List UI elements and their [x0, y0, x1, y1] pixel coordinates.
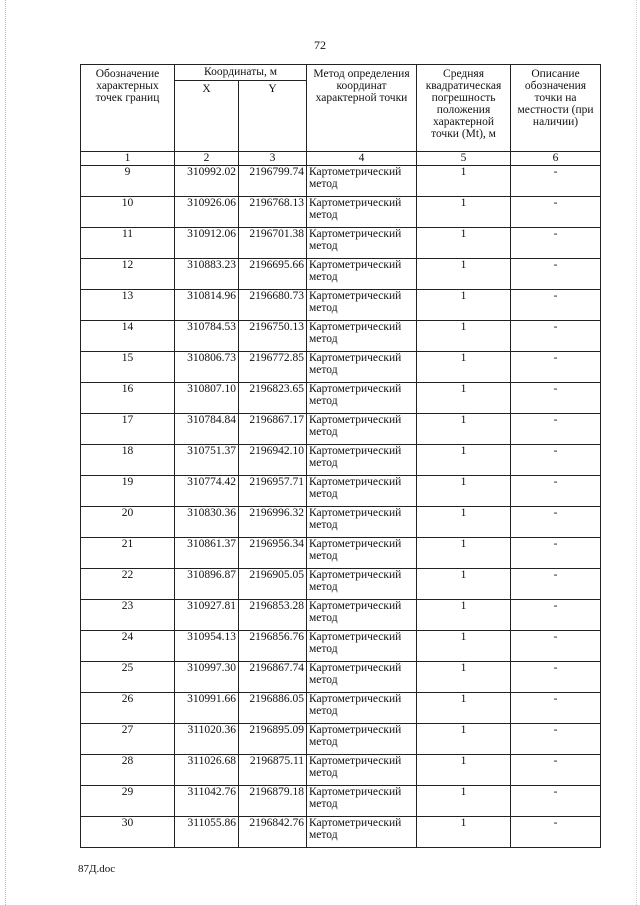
table-row	[81, 166, 601, 197]
header-method: Метод определения координат характерной точки	[307, 65, 417, 152]
cell-x: 310751.37	[175, 445, 239, 476]
cell-description: -	[511, 538, 601, 569]
cell-point: 19	[81, 476, 175, 507]
cell-x: 310927.81	[175, 600, 239, 631]
cell-method: Картометрический метод	[307, 693, 417, 724]
column-number: 1	[81, 152, 175, 166]
cell-point: 14	[81, 321, 175, 352]
cell-y: 2196867.74	[239, 662, 307, 693]
cell-description: -	[511, 817, 601, 848]
cell-description: -	[511, 259, 601, 290]
cell-point: 25	[81, 662, 175, 693]
cell-point: 15	[81, 352, 175, 383]
table-row	[81, 228, 601, 259]
cell-error: 1	[417, 569, 511, 600]
table-row	[81, 507, 601, 538]
cell-description: -	[511, 631, 601, 662]
cell-method: Картометрический метод	[307, 631, 417, 662]
table-header	[81, 65, 601, 166]
cell-error: 1	[417, 786, 511, 817]
cell-y: 2196886.05	[239, 693, 307, 724]
table-row	[81, 755, 601, 786]
page-number: 72	[314, 38, 326, 52]
cell-error: 1	[417, 445, 511, 476]
cell-description: -	[511, 197, 601, 228]
cell-y: 2196879.18	[239, 786, 307, 817]
cell-description: -	[511, 755, 601, 786]
cell-x: 310991.66	[175, 693, 239, 724]
header-description: Описание обозначения точки на местности (при наличии)	[511, 65, 601, 152]
cell-description: -	[511, 352, 601, 383]
table-row	[81, 786, 601, 817]
cell-y: 2196680.73	[239, 290, 307, 321]
cell-point: 20	[81, 507, 175, 538]
cell-method: Картометрический метод	[307, 414, 417, 445]
cell-x: 310830.36	[175, 507, 239, 538]
cell-point: 24	[81, 631, 175, 662]
cell-description: -	[511, 476, 601, 507]
cell-description: -	[511, 228, 601, 259]
cell-x: 310784.53	[175, 321, 239, 352]
table-row	[81, 414, 601, 445]
cell-error: 1	[417, 290, 511, 321]
cell-method: Картометрический метод	[307, 228, 417, 259]
cell-description: -	[511, 724, 601, 755]
header-coordinates: Координаты, м	[175, 65, 307, 81]
cell-point: 30	[81, 817, 175, 848]
cell-x: 310997.30	[175, 662, 239, 693]
cell-description: -	[511, 414, 601, 445]
cell-description: -	[511, 290, 601, 321]
table-body	[81, 166, 601, 848]
cell-method: Картометрический метод	[307, 724, 417, 755]
cell-error: 1	[417, 507, 511, 538]
cell-y: 2196956.34	[239, 538, 307, 569]
cell-point: 27	[81, 724, 175, 755]
cell-method: Картометрический метод	[307, 445, 417, 476]
cell-x: 310883.23	[175, 259, 239, 290]
cell-description: -	[511, 507, 601, 538]
cell-point: 11	[81, 228, 175, 259]
cell-y: 2196768.13	[239, 197, 307, 228]
cell-error: 1	[417, 476, 511, 507]
table-row	[81, 538, 601, 569]
cell-y: 2196875.11	[239, 755, 307, 786]
table-row	[81, 724, 601, 755]
cell-method: Картометрический метод	[307, 476, 417, 507]
column-number: 2	[175, 152, 239, 166]
cell-x: 310807.10	[175, 383, 239, 414]
cell-description: -	[511, 786, 601, 817]
header-x: X	[175, 81, 239, 152]
cell-description: -	[511, 693, 601, 724]
cell-point: 9	[81, 166, 175, 197]
cell-error: 1	[417, 321, 511, 352]
cell-x: 310806.73	[175, 352, 239, 383]
cell-error: 1	[417, 383, 511, 414]
cell-method: Картометрический метод	[307, 259, 417, 290]
cell-x: 310912.06	[175, 228, 239, 259]
cell-x: 310784.84	[175, 414, 239, 445]
table-row	[81, 352, 601, 383]
cell-method: Картометрический метод	[307, 569, 417, 600]
cell-method: Картометрический метод	[307, 197, 417, 228]
cell-y: 2196957.71	[239, 476, 307, 507]
scan-edge-right	[636, 0, 637, 905]
table-row	[81, 600, 601, 631]
cell-description: -	[511, 662, 601, 693]
cell-point: 12	[81, 259, 175, 290]
cell-y: 2196772.85	[239, 352, 307, 383]
table-row	[81, 290, 601, 321]
table-row	[81, 817, 601, 848]
cell-error: 1	[417, 197, 511, 228]
cell-description: -	[511, 166, 601, 197]
table-row	[81, 383, 601, 414]
cell-y: 2196853.28	[239, 600, 307, 631]
footer-filename: 87Д.doc	[78, 863, 116, 875]
cell-x: 310774.42	[175, 476, 239, 507]
cell-method: Картометрический метод	[307, 600, 417, 631]
table-row	[81, 259, 601, 290]
cell-y: 2196856.76	[239, 631, 307, 662]
coordinates-table	[80, 64, 601, 848]
cell-y: 2196701.38	[239, 228, 307, 259]
cell-error: 1	[417, 228, 511, 259]
cell-y: 2196799.74	[239, 166, 307, 197]
cell-error: 1	[417, 755, 511, 786]
cell-x: 310926.06	[175, 197, 239, 228]
cell-x: 311020.36	[175, 724, 239, 755]
cell-point: 17	[81, 414, 175, 445]
cell-y: 2196842.76	[239, 817, 307, 848]
cell-point: 21	[81, 538, 175, 569]
cell-method: Картометрический метод	[307, 290, 417, 321]
scan-edge-left	[5, 0, 6, 905]
column-number: 6	[511, 152, 601, 166]
cell-error: 1	[417, 166, 511, 197]
cell-error: 1	[417, 693, 511, 724]
cell-error: 1	[417, 414, 511, 445]
cell-error: 1	[417, 724, 511, 755]
cell-y: 2196867.17	[239, 414, 307, 445]
cell-point: 23	[81, 600, 175, 631]
cell-method: Картометрический метод	[307, 383, 417, 414]
header-mean-square-error: Средняя квадратическая погрешность положения характерной точки (Mt), м	[417, 65, 511, 152]
cell-description: -	[511, 569, 601, 600]
cell-error: 1	[417, 538, 511, 569]
cell-error: 1	[417, 259, 511, 290]
cell-x: 310992.02	[175, 166, 239, 197]
cell-method: Картометрический метод	[307, 538, 417, 569]
cell-description: -	[511, 445, 601, 476]
cell-point: 16	[81, 383, 175, 414]
cell-description: -	[511, 600, 601, 631]
cell-error: 1	[417, 662, 511, 693]
cell-point: 10	[81, 197, 175, 228]
cell-method: Картометрический метод	[307, 166, 417, 197]
cell-description: -	[511, 383, 601, 414]
cell-method: Картометрический метод	[307, 321, 417, 352]
cell-y: 2196695.66	[239, 259, 307, 290]
cell-error: 1	[417, 352, 511, 383]
cell-y: 2196895.09	[239, 724, 307, 755]
cell-x: 311026.68	[175, 755, 239, 786]
cell-point: 22	[81, 569, 175, 600]
cell-x: 311042.76	[175, 786, 239, 817]
column-number: 3	[239, 152, 307, 166]
cell-point: 18	[81, 445, 175, 476]
cell-point: 13	[81, 290, 175, 321]
cell-method: Картометрический метод	[307, 755, 417, 786]
table-row	[81, 321, 601, 352]
cell-error: 1	[417, 631, 511, 662]
table-row	[81, 631, 601, 662]
cell-point: 28	[81, 755, 175, 786]
cell-error: 1	[417, 600, 511, 631]
cell-x: 311055.86	[175, 817, 239, 848]
cell-point: 29	[81, 786, 175, 817]
table-row	[81, 662, 601, 693]
cell-x: 310861.37	[175, 538, 239, 569]
cell-y: 2196996.32	[239, 507, 307, 538]
table-row	[81, 569, 601, 600]
cell-method: Картометрический метод	[307, 507, 417, 538]
column-number: 4	[307, 152, 417, 166]
cell-x: 310814.96	[175, 290, 239, 321]
cell-method: Картометрический метод	[307, 817, 417, 848]
table-row	[81, 445, 601, 476]
cell-method: Картометрический метод	[307, 662, 417, 693]
column-number: 5	[417, 152, 511, 166]
cell-error: 1	[417, 817, 511, 848]
table-row	[81, 197, 601, 228]
header-point-designation: Обозначение характерных точек границ	[81, 65, 175, 152]
header-y: Y	[239, 81, 307, 152]
cell-y: 2196942.10	[239, 445, 307, 476]
cell-method: Картометрический метод	[307, 786, 417, 817]
table-row	[81, 693, 601, 724]
cell-y: 2196905.05	[239, 569, 307, 600]
cell-y: 2196750.13	[239, 321, 307, 352]
cell-point: 26	[81, 693, 175, 724]
cell-x: 310954.13	[175, 631, 239, 662]
cell-description: -	[511, 321, 601, 352]
table-row	[81, 476, 601, 507]
column-number-row	[81, 152, 601, 166]
cell-y: 2196823.65	[239, 383, 307, 414]
cell-method: Картометрический метод	[307, 352, 417, 383]
cell-x: 310896.87	[175, 569, 239, 600]
